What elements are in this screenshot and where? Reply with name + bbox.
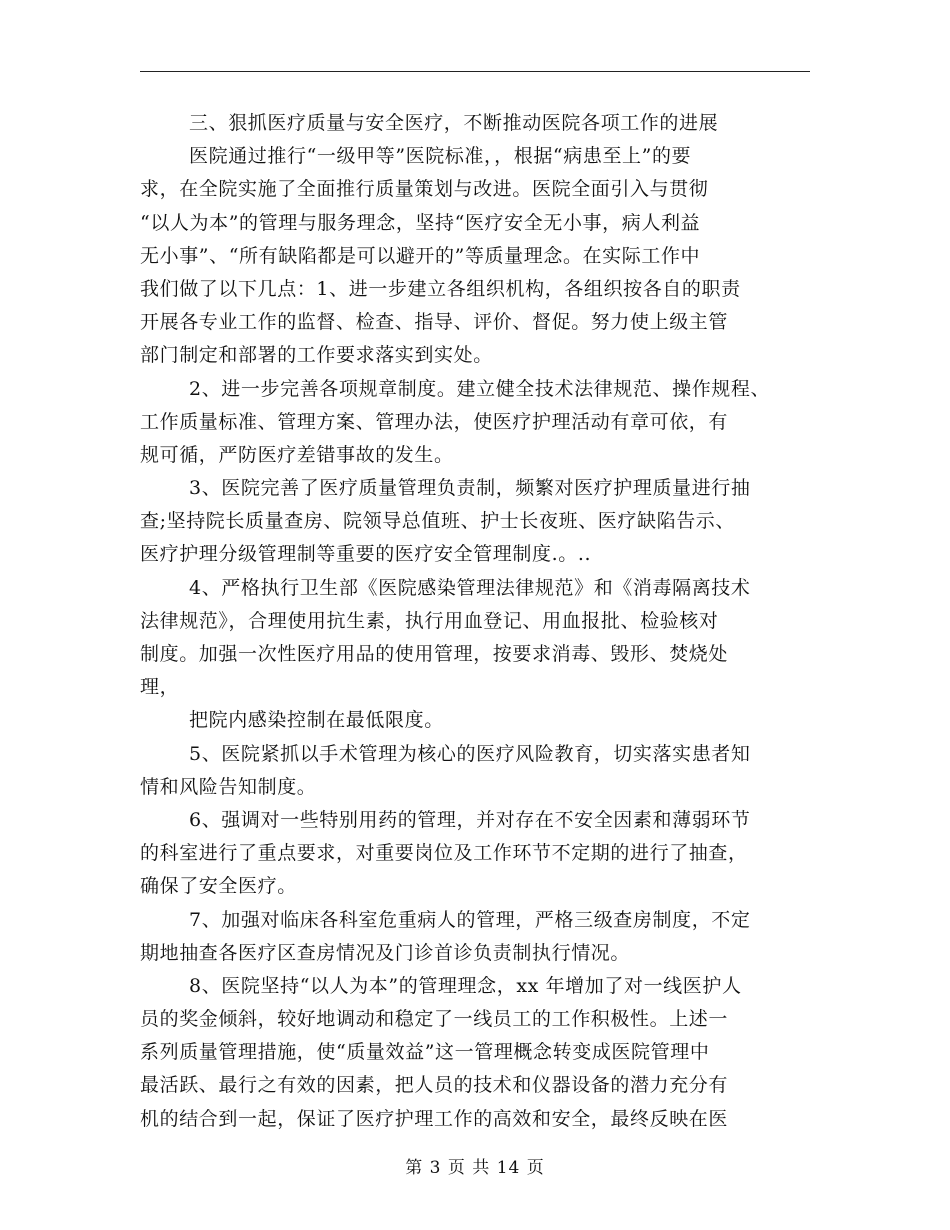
text-line: 5、医院紧抓以手术管理为核心的医疗风险教育，切实落实患者知 <box>189 742 751 765</box>
text-line: 我们做了以下几点：1、进一步建立各组织机构，各组织按各自的职责 <box>140 277 741 300</box>
text-line: 三、狠抓医疗质量与安全医疗，不断推动医院各项工作的进展 <box>189 112 719 134</box>
text-line: 求，在全院实施了全面推行质量策划与改进。医院全面引入与贯彻 <box>140 178 709 201</box>
text-line: 的科室进行了重点要求，对重要岗位及工作环节不定期的进行了抽查， <box>140 842 748 865</box>
text-line: 把院内感染控制在最低限度。 <box>189 709 444 732</box>
text-line: 2、进一步完善各项规章制度。建立健全技术法律规范、操作规程、 <box>189 377 771 400</box>
text-line: 制度。加强一次性医疗用品的使用管理，按要求消毒、毁形、焚烧处 <box>140 643 729 665</box>
text-line: 员的奖金倾斜，较好地调动和稳定了一线员工的工作积极性。上述一 <box>140 1008 729 1031</box>
text-line: 最活跃、最行之有效的因素，把人员的技术和仪器设备的潜力充分有 <box>140 1074 729 1097</box>
text-line: 期地抽查各医疗区查房情况及门诊首诊负责制执行情况。 <box>140 941 631 964</box>
text-line: 4、严格执行卫生部《医院感染管理法律规范》和《消毒隔离技术 <box>189 576 751 599</box>
text-line: “以人为本”的管理与服务理念，坚持“医疗安全无小事，病人利益 <box>140 211 701 234</box>
document-body <box>140 107 815 1136</box>
text-line: 机的结合到一起，保证了医疗护理工作的高效和安全，最终反映在医 <box>140 1107 729 1130</box>
text-line: 部门制定和部署的工作要求落实到实处。 <box>140 344 493 367</box>
header-rule <box>140 71 810 72</box>
text-line: 查;坚持院长质量查房、院领导总值班、护士长夜班、医疗缺陷告示、 <box>140 510 736 533</box>
page-number: 第 3 页 共 14 页 <box>405 1158 545 1178</box>
text-line: 规可循，严防医疗差错事故的发生。 <box>140 443 454 466</box>
text-line: 情和风险告知制度。 <box>140 775 317 798</box>
text-line: 医院通过推行“一级甲等”医院标准，，根据“病患至上”的要 <box>189 145 692 168</box>
text-line: 系列质量管理措施，使“质量效益”这一管理概念转变成医院管理中 <box>140 1041 710 1064</box>
text-line: 法律规范》，合理使用抗生素，执行用血登记、用血报批、检验核对 <box>140 609 719 632</box>
text-line: 工作质量标准、管理方案、管理办法，使医疗护理活动有章可依，有 <box>140 410 729 433</box>
text-line: 医疗护理分级管理制等重要的医疗安全管理制度.。.. <box>140 543 592 566</box>
text-line: 理， <box>140 676 180 699</box>
text-line: 7、加强对临床各科室危重病人的管理，严格三级查房制度，不定 <box>189 908 751 931</box>
text-line: 开展各专业工作的监督、检查、指导、评价、督促。努力使上级主管 <box>140 311 729 334</box>
text-line: 无小事”、“所有缺陷都是可以避开的”等质量理念。在实际工作中 <box>140 244 701 267</box>
text-line: 8、医院坚持“以人为本”的管理理念，xx 年增加了对一线医护人 <box>189 974 742 997</box>
text-line: 确保了安全医疗。 <box>140 875 297 898</box>
text-line: 3、医院完善了医疗质量管理负责制，频繁对医疗护理质量进行抽 <box>189 477 751 500</box>
text-line: 6、强调对一些特别用药的管理，并对存在不安全因素和薄弱环节 <box>189 808 751 831</box>
